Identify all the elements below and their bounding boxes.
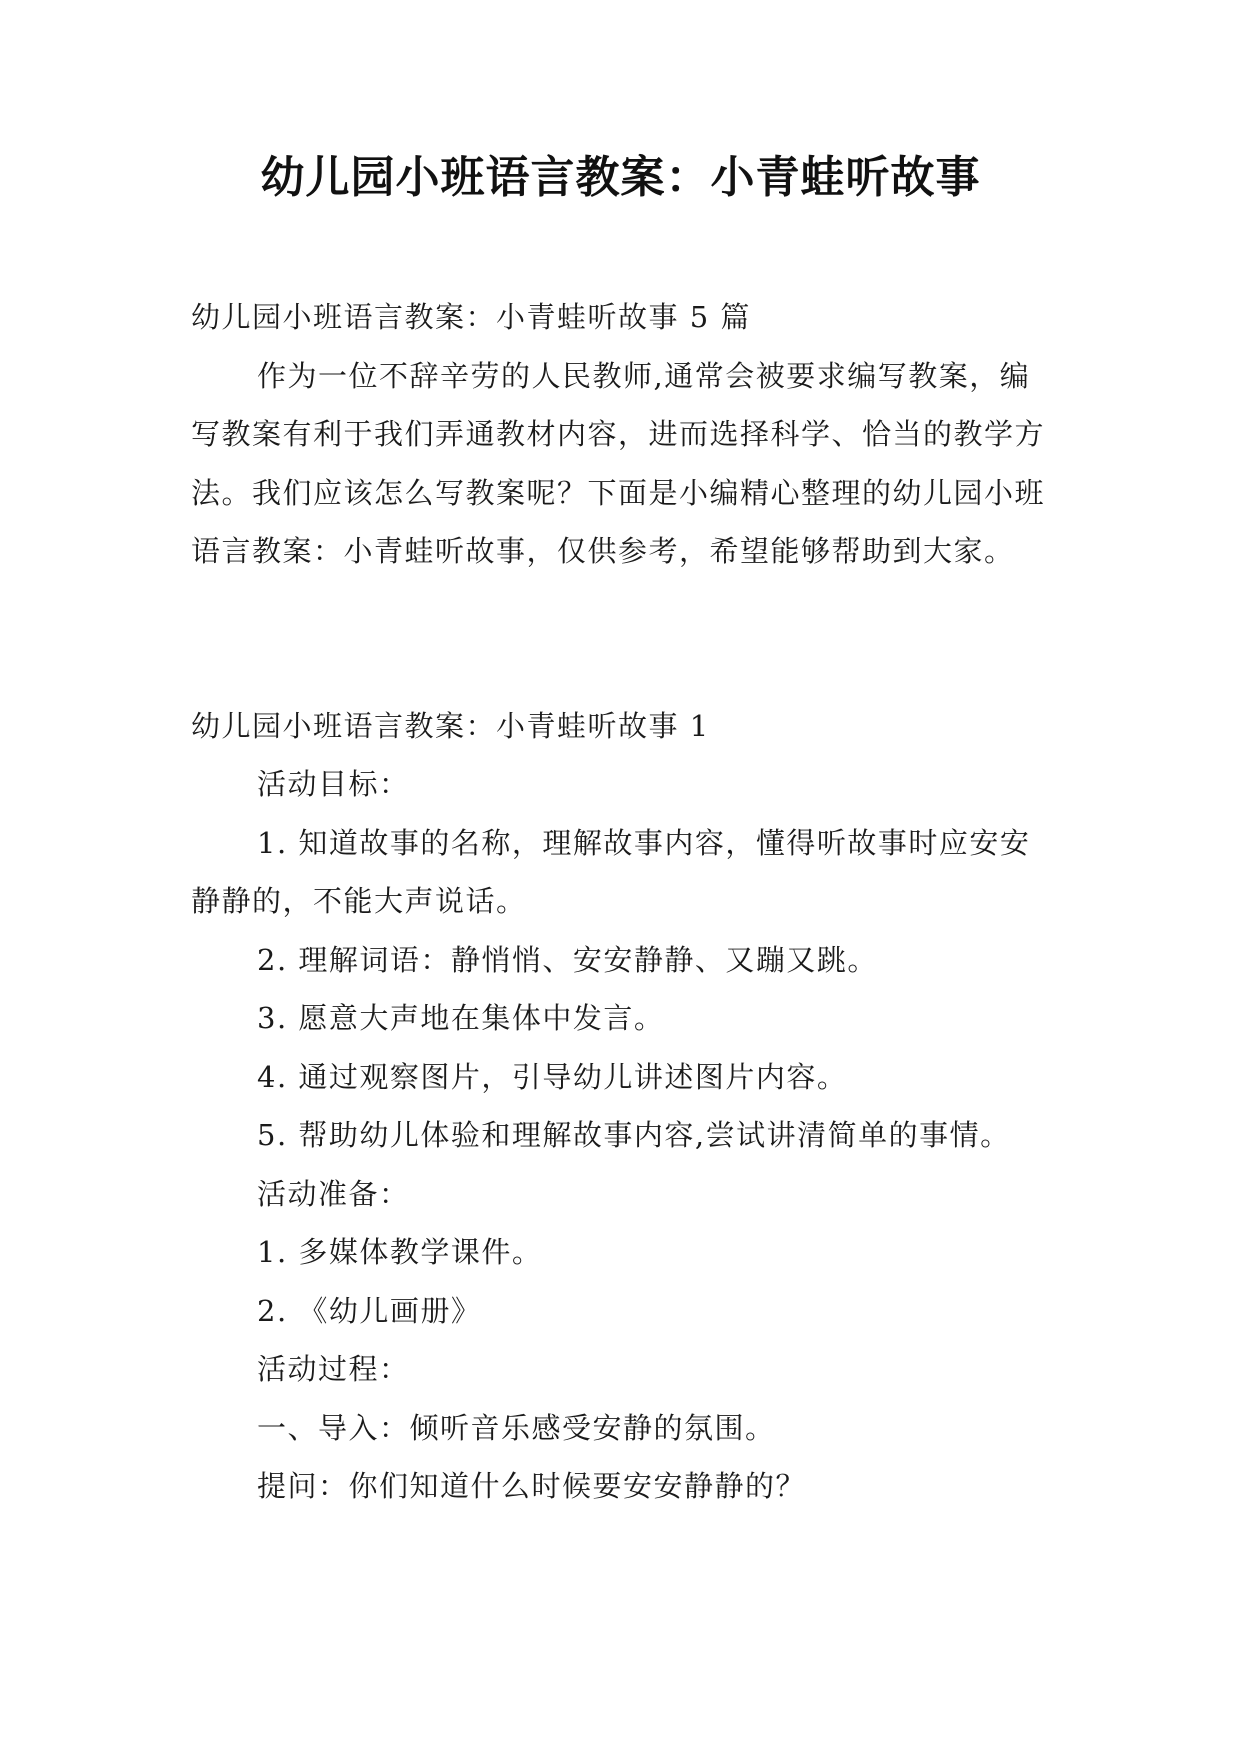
- prep-label: 活动准备：: [257, 1176, 410, 1211]
- process-label: 活动过程：: [257, 1352, 410, 1386]
- goal-item: 2. 理解词语：静悄悄、安安静静、又蹦又跳。: [257, 942, 878, 977]
- process-item: 一、导入：倾听音乐感受安静的氛围。: [257, 1410, 776, 1445]
- process-item: 提问：你们知道什么时候要安安静静的？: [257, 1469, 807, 1503]
- document-body: [191, 288, 1051, 1516]
- goals-label: 活动目标：: [257, 767, 410, 801]
- prep-item: 1. 多媒体教学课件。: [257, 1235, 543, 1269]
- prep-item: 2. 《幼儿画册》: [257, 1293, 482, 1328]
- goal-item: 5. 帮助幼儿体验和理解故事内容,尝试讲清简单的事情。: [257, 1118, 1011, 1152]
- document-subtitle: 幼儿园小班语言教案：小青蛙听故事 5 篇: [191, 300, 751, 334]
- goal-item: 4. 通过观察图片，引导幼儿讲述图片内容。: [257, 1059, 848, 1094]
- section-heading: 幼儿园小班语言教案：小青蛙听故事 1: [191, 708, 710, 743]
- goal-item: 3. 愿意大声地在集体中发言。: [257, 1001, 665, 1035]
- intro-paragraph: 作为一位不辞辛劳的人民教师,通常会被要求编写教案，编写教案有利于我们弄通教材内容，进而选择科学、恰当的教学方法。我们应该怎么写教案呢？下面是小编精心整理的幼儿园小班语言教案：小青蛙听故事，仅供参考，希望能够帮助到大家。: [191, 358, 1046, 568]
- goal-item: 1. 知道故事的名称，理解故事内容，懂得听故事时应安安静静的，不能大声说话。: [191, 825, 1031, 918]
- document-title: 幼儿园小班语言教案：小青蛙听故事: [260, 152, 981, 203]
